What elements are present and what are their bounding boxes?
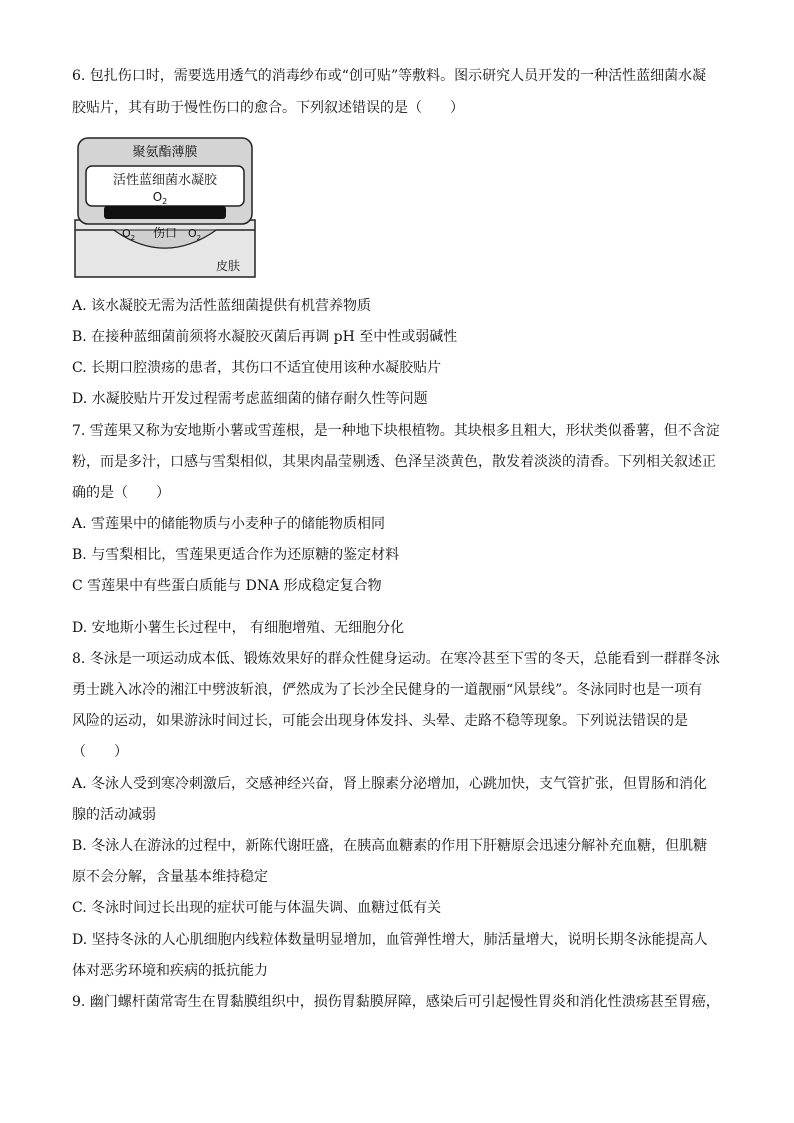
membrane-label: 聚氨酯薄膜 xyxy=(132,145,198,160)
q8-option-c: C. 冬泳时间过长出现的症状可能与体温失调、血糖过低有关 xyxy=(72,900,442,916)
o2-right-label: $O_2$ xyxy=(188,227,202,242)
q8-option-d-line1: D. 坚持冬泳的人心肌细胞内线粒体数量明显增加，血管弹性增大，肺活量增大，说明长期冬泳能提高人 xyxy=(72,932,708,948)
q6-stem-line2: 胶贴片，其有助于慢性伤口的愈合。下列叙述错误的是（ ） xyxy=(72,100,464,116)
q8-option-a-line2: 腺的活动减弱 xyxy=(72,807,156,823)
q8-option-b-line1: B. 冬泳人在游泳的过程中，新陈代谢旺盛，在胰高血糖素的作用下肝糖原会迅速分解补充血糖，但肌糖 xyxy=(72,838,708,854)
q7-option-c: C 雪莲果中有些蛋白质能与 DNA 形成稳定复合物 xyxy=(72,578,382,594)
skin-label: 皮肤 xyxy=(215,259,241,273)
q6-stem-line1: 6. 包扎伤口时，需要选用透气的消毒纱布或“创可贴”等敷料。图示研究人员开发的一种活性蓝细菌水凝 xyxy=(72,68,707,84)
q6-option-b: B. 在接种蓝细菌前须将水凝胶灭菌后再调 pH 至中性或弱碱性 xyxy=(72,329,458,345)
q7-stem-line2: 粉，而是多汁，口感与雪梨相似，其果肉晶莹剔透、色泽呈淡黄色，散发着淡淡的清香。下列相关叙述正 xyxy=(72,454,716,470)
q7-stem-line1: 7. 雪莲果又称为安地斯小薯或雪莲根，是一种地下块根植物。其块根多且粗大，形状类似番薯，但不含淀 xyxy=(72,423,720,439)
o2-top-label: $O_2$ xyxy=(152,190,168,206)
q7-option-a: A. 雪莲果中的储能物质与小麦种子的储能物质相同 xyxy=(72,516,386,532)
q8-stem-line2: 勇士跳入冰冷的湘江中劈波斩浪，俨然成为了长沙全民健身的一道靓丽“风景线”。冬泳同时也是一项有 xyxy=(72,682,703,698)
q6-option-c: C. 长期口腔溃疡的患者，其伤口不适宜使用该种水凝胶贴片 xyxy=(72,360,442,376)
q8-option-b-line2: 原不会分解，含量基本维持稳定 xyxy=(72,869,268,885)
q8-stem-line4: （ ） xyxy=(72,744,128,760)
hydrogel-label: 活性蓝细菌水凝胶 xyxy=(112,173,218,188)
q8-option-a-line1: A. 冬泳人受到寒冷刺激后，交感神经兴奋，肾上腺素分泌增加，心跳加快，支气管扩张，但胃肠和消化 xyxy=(72,776,708,792)
o2-left-label: $O_2$ xyxy=(122,227,136,242)
q9-stem-line1: 9. 幽门螺杆菌常寄生在胃黏膜组织中，损伤胃黏膜屏障，感染后可引起慢性胃炎和消化性溃疡甚至胃癌， xyxy=(72,994,720,1010)
black-strip xyxy=(104,206,226,219)
q7-option-b: B. 与雪梨相比，雪莲果更适合作为还原糖的鉴定材料 xyxy=(72,547,400,563)
q6-option-a: A. 该水凝胶无需为活性蓝细菌提供有机营养物质 xyxy=(72,298,372,314)
q8-stem-line3: 风险的运动，如果游泳时间过长，可能会出现身体发抖、头晕、走路不稳等现象。下列说法错误的是 xyxy=(72,713,688,729)
q7-stem-line3: 确的是（ ） xyxy=(72,485,170,501)
q6-option-d: D. 水凝胶贴片开发过程需考虑蓝细菌的储存耐久性等问题 xyxy=(72,391,428,407)
wound-label: 伤口 xyxy=(152,226,178,240)
q8-stem-line1: 8. 冬泳是一项运动成本低、锻炼效果好的群众性健身运动。在寒冷甚至下雪的冬天，总能看到一群群冬泳 xyxy=(72,651,720,667)
hydrogel-patch-diagram xyxy=(74,136,256,279)
q8-option-d-line2: 体对恶劣环境和疾病的抵抗能力 xyxy=(72,963,268,979)
q7-option-d: D. 安地斯小薯生长过程中， 有细胞增殖、无细胞分化 xyxy=(72,620,405,636)
